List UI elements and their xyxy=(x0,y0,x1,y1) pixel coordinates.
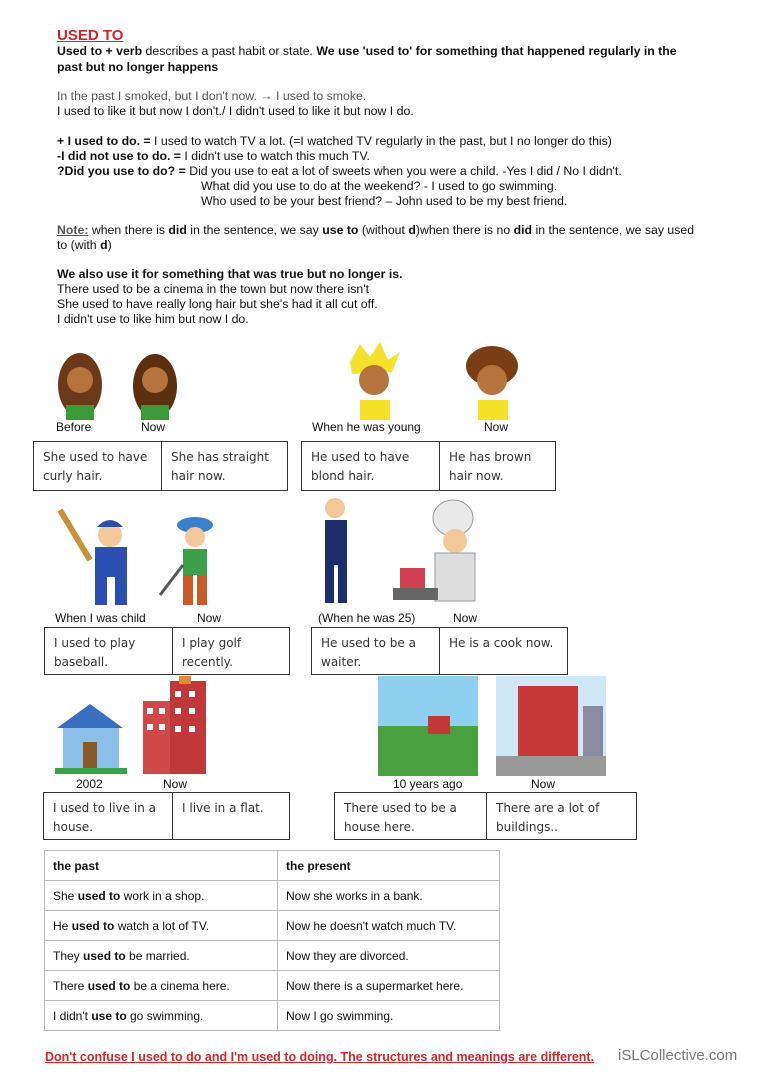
caption: (When he was 25) xyxy=(318,611,416,625)
comparison-box xyxy=(33,441,288,491)
caption: When I was child xyxy=(55,611,146,625)
form-label: ?Did you use to do? = xyxy=(57,164,186,178)
boy-hair-illustration xyxy=(340,342,530,420)
cell-text: They xyxy=(53,948,84,963)
cell-text: There xyxy=(53,978,88,993)
caption: Now xyxy=(531,777,556,791)
present-sentence: There are a lot of buildings.. xyxy=(486,793,636,839)
cell-text: be married. xyxy=(125,948,190,963)
note-text: ) xyxy=(107,238,112,252)
state-line: There used to be a cinema in the town but now there isn't xyxy=(57,282,370,296)
form-negative xyxy=(57,149,370,164)
present-sentence: I play golf recently. xyxy=(172,628,289,674)
comparison-box xyxy=(311,627,568,675)
form-example: What did you use to do at the weekend? - I used to go swimming. xyxy=(201,179,558,193)
present-cell: Now he doesn't watch much TV. xyxy=(278,911,500,941)
cell-text: work in a shop. xyxy=(120,888,205,903)
cell-bold: used to xyxy=(83,948,126,963)
cell-bold: used to xyxy=(87,978,131,993)
note-bold: d xyxy=(100,238,108,252)
caption: 10 years ago xyxy=(393,777,463,791)
waiter-cook-illustration xyxy=(315,493,495,608)
caption: Before xyxy=(56,420,92,434)
note-text: )when there is no xyxy=(415,223,514,237)
intro-bold: Used to + verb xyxy=(57,44,143,58)
form-positive xyxy=(57,134,612,149)
cell-bold: used to xyxy=(71,918,115,933)
intro-bold: We use 'used to' for something that happened regularly in the xyxy=(316,44,677,58)
present-sentence: She has straight hair now. xyxy=(161,442,287,490)
past-cell xyxy=(45,911,278,941)
footer-warning: Don't confuse I used to do and I'm used to doing. The structures and meanings are different. xyxy=(45,1050,595,1064)
past-cell xyxy=(45,1001,278,1031)
table-row xyxy=(45,971,500,1001)
note-text: when there is xyxy=(88,223,169,237)
past-sentence: He used to have blond hair. xyxy=(311,450,410,483)
brand-watermark: iSLCollective.com xyxy=(618,1047,738,1064)
form-text: I used to watch TV a lot. (=I watched TV regularly in the past, but I no longer do this) xyxy=(150,134,612,148)
note-line-1 xyxy=(57,223,694,238)
caption: Now xyxy=(453,611,478,625)
state-line: I didn't use to like him but now I do. xyxy=(57,312,249,326)
form-example: Who used to be your best friend? – John used to be my best friend. xyxy=(201,194,568,208)
table-row xyxy=(45,911,500,941)
page-title: USED TO xyxy=(57,27,124,44)
example-line: I used to like it but now I don't./ I didn't used to like it but now I do. xyxy=(57,104,414,118)
note-text: to (with xyxy=(57,238,101,252)
comparison-box xyxy=(301,441,556,491)
state-line: She used to have really long hair but she's had it all cut off. xyxy=(57,297,378,311)
past-sentence: I used to live in a house. xyxy=(53,801,156,834)
present-cell: Now they are divorced. xyxy=(278,941,500,971)
present-sentence: He is a cook now. xyxy=(439,628,567,674)
girl-curly-hair-illustration xyxy=(52,350,192,420)
table-row xyxy=(45,1001,500,1031)
note-bold: did xyxy=(168,223,187,237)
cell-text: be a cinema here. xyxy=(130,978,230,993)
present-sentence: I live in a flat. xyxy=(172,793,289,839)
intro-text: describes a past habit or state. xyxy=(142,44,317,58)
landscape-city-illustration xyxy=(378,676,606,776)
state-heading: We also use it for something that was true but no longer is. xyxy=(57,267,403,281)
note-line-2 xyxy=(57,238,112,253)
comparison-box xyxy=(43,792,290,840)
present-cell: Now there is a supermarket here. xyxy=(278,971,500,1001)
cell-text: I didn't xyxy=(53,1008,92,1023)
past-present-table xyxy=(44,850,500,1031)
baseball-golf-illustration xyxy=(55,505,245,610)
intro-line-1 xyxy=(57,44,677,59)
caption: When he was young xyxy=(312,420,421,434)
past-sentence: I used to play baseball. xyxy=(54,636,136,669)
table-header: the present xyxy=(278,851,500,881)
house-flat-illustration xyxy=(55,676,210,776)
note-label: Note: xyxy=(57,223,89,237)
present-sentence: He has brown hair now. xyxy=(439,442,555,490)
note-bold: did xyxy=(513,223,533,237)
past-sentence: There used to be a house here. xyxy=(344,801,457,834)
caption: Now xyxy=(141,420,166,434)
note-text: in the sentence, we say used xyxy=(532,223,695,237)
comparison-box xyxy=(44,627,290,675)
past-cell xyxy=(45,941,278,971)
intro-bold: past but no longer happens xyxy=(57,60,219,74)
present-cell: Now she works in a bank. xyxy=(278,881,500,911)
form-text: I didn't use to watch this much TV. xyxy=(180,149,370,163)
note-text: in the sentence, we say xyxy=(186,223,323,237)
form-label: + I used to do. = xyxy=(57,134,151,148)
intro-line-2 xyxy=(57,60,218,75)
present-cell: Now I go swimming. xyxy=(278,1001,500,1031)
cell-bold: use to xyxy=(91,1008,127,1023)
cell-text: go swimming. xyxy=(126,1008,204,1023)
cell-text: watch a lot of TV. xyxy=(114,918,210,933)
form-text: Did you use to eat a lot of sweets when you were a child. -Yes I did / No I didn't. xyxy=(185,164,622,178)
past-cell xyxy=(45,971,278,1001)
form-question xyxy=(57,164,622,179)
past-sentence: He used to be a waiter. xyxy=(321,636,416,669)
comparison-box xyxy=(334,792,637,840)
table-header: the past xyxy=(45,851,278,881)
note-text: (without xyxy=(358,223,409,237)
past-sentence: She used to have curly hair. xyxy=(43,450,148,483)
example-line: In the past I smoked, but I don't now. → I used to smoke. xyxy=(57,89,367,103)
caption: 2002 xyxy=(76,777,103,791)
form-label: -I did not use to do. = xyxy=(57,149,181,163)
note-bold: use to xyxy=(322,223,359,237)
note-bold: d xyxy=(408,223,416,237)
cell-text: He xyxy=(53,918,72,933)
table-row xyxy=(45,941,500,971)
table-row xyxy=(45,881,500,911)
cell-text: She xyxy=(53,888,78,903)
cell-bold: used to xyxy=(77,888,121,903)
table-header-row xyxy=(45,851,500,881)
caption: Now xyxy=(484,420,509,434)
caption: Now xyxy=(163,777,188,791)
past-cell xyxy=(45,881,278,911)
caption: Now xyxy=(197,611,222,625)
